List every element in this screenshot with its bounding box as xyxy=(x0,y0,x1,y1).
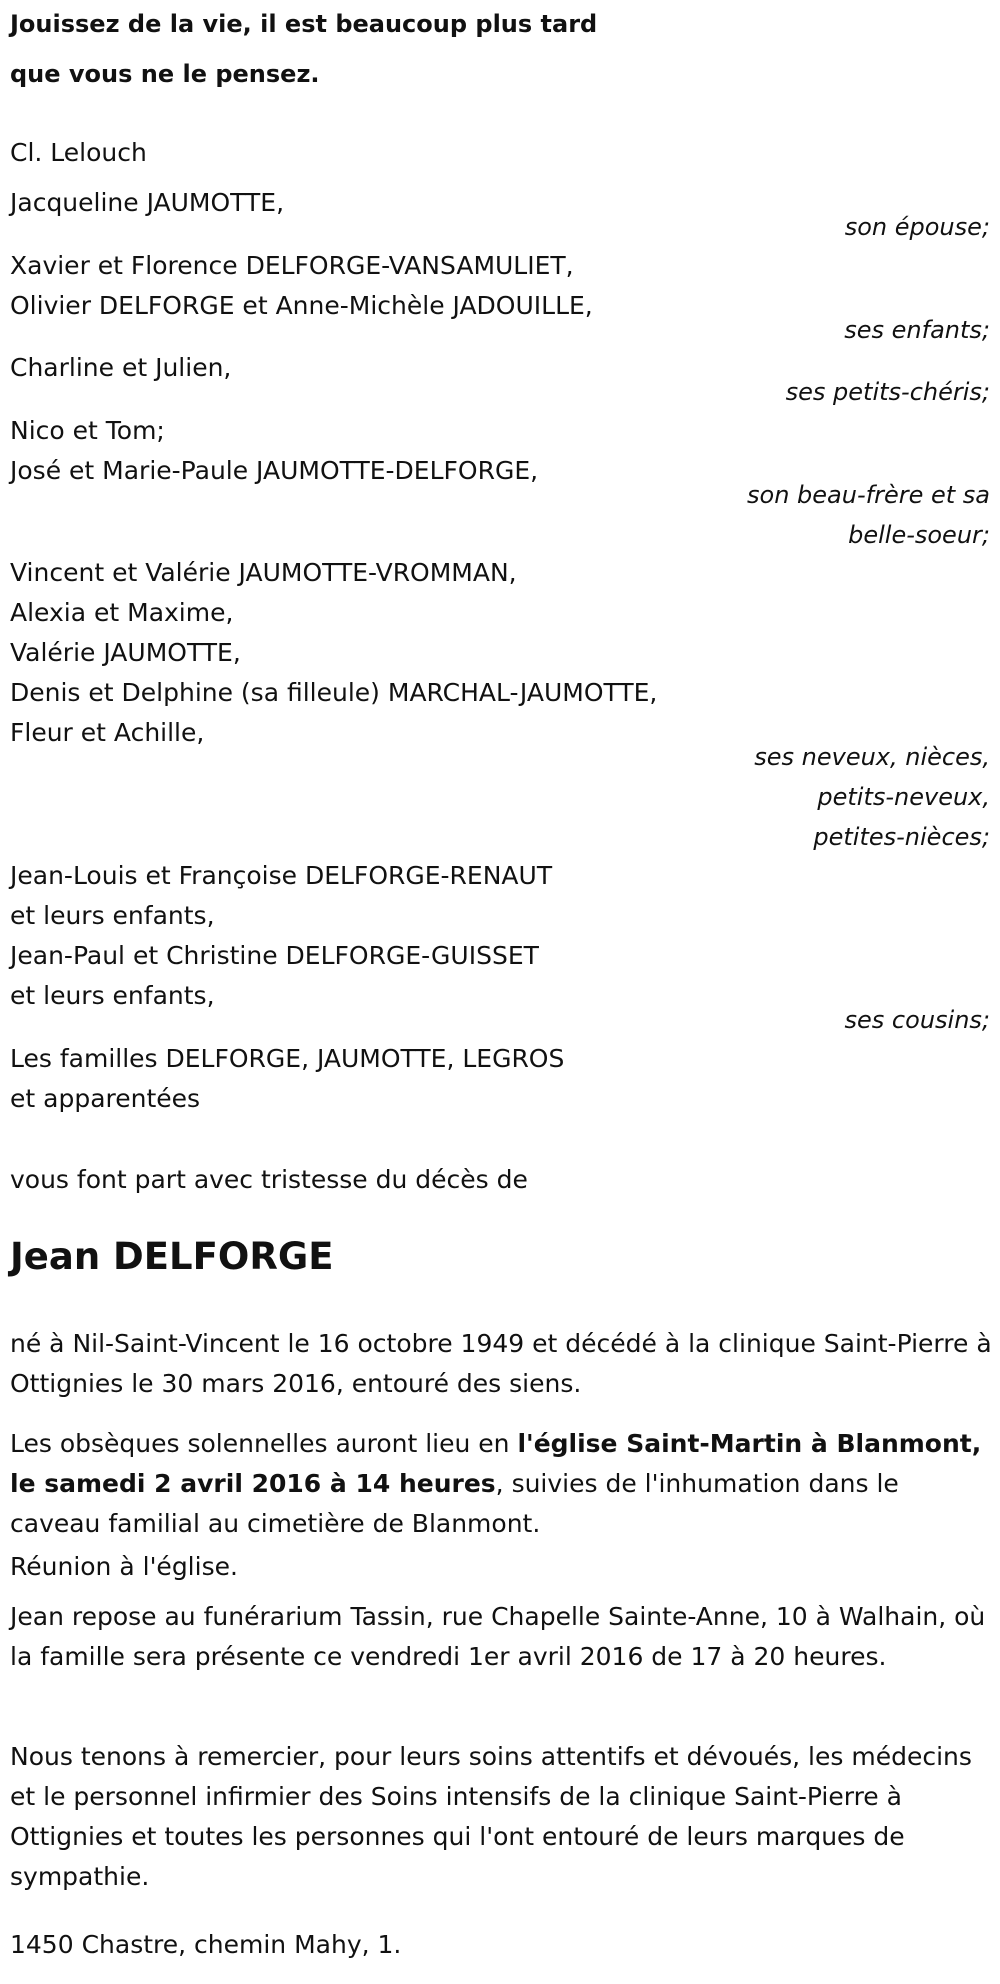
nephews-line-5: Fleur et Achille, xyxy=(10,718,205,747)
families-line-2: et apparentées xyxy=(10,1084,201,1113)
nephews-line-4: Denis et Delphine (sa filleule) MARCHAL-JAUMOTTE, xyxy=(10,678,658,707)
grandchildren-name: Charline et Julien, xyxy=(10,353,232,382)
children-line-2: Olivier DELFORGE et Anne-Michèle JADOUILLE, xyxy=(10,291,593,320)
children-line-1: Xavier et Florence DELFORGE-VANSAMULIET, xyxy=(10,251,574,280)
nephews-role-line-1: ses neveux, nièces, xyxy=(754,743,990,771)
thanks-paragraph: Nous tenons à remercier, pour leurs soins attentifs et dévoués, les médecins et le personnel infirmier des Soins intensifs de la clinique Saint-Pierre à Ottignies et toutes les personnes qui l'ont entouré de leurs marques de sympathie. xyxy=(10,1742,972,1891)
spouse-name: Jacqueline JAUMOTTE, xyxy=(10,188,285,217)
nephews-role-line-3: petites-nièces; xyxy=(813,823,990,851)
funeral-prefix: Les obsèques solennelles auront lieu en xyxy=(10,1429,518,1458)
funeral-location-date: l'église Saint-Martin à Blanmont, le samedi 2 avril 2016 à 14 heures xyxy=(10,1429,982,1498)
nico-tom: Nico et Tom; xyxy=(10,416,165,445)
nephews-line-1: Vincent et Valérie JAUMOTTE-VROMMAN, xyxy=(10,558,517,587)
address: 1450 Chastre, chemin Mahy, 1. xyxy=(10,1930,402,1959)
cousins-line-1: Jean-Louis et Françoise DELFORGE-RENAUT xyxy=(10,861,553,890)
inlaws-role-line-2: belle-soeur; xyxy=(848,521,990,549)
families-line-1: Les familles DELFORGE, JAUMOTTE, LEGROS xyxy=(10,1044,565,1073)
cousins-line-3: Jean-Paul et Christine DELFORGE-GUISSET xyxy=(10,941,539,970)
quote-line-2: que vous ne le pensez. xyxy=(10,60,320,88)
reunion-paragraph: Réunion à l'église. xyxy=(10,1552,238,1581)
nephews-line-2: Alexia et Maxime, xyxy=(10,598,234,627)
nephews-role-line-2: petits-neveux, xyxy=(817,783,990,811)
grandchildren-role: ses petits-chéris; xyxy=(785,378,990,406)
quote-author: Cl. Lelouch xyxy=(10,138,147,167)
nephews-line-3: Valérie JAUMOTTE, xyxy=(10,638,241,667)
deceased-name: Jean DELFORGE xyxy=(10,1235,334,1278)
funeral-suffix: , suivies de l'inhumation dans le caveau familial au cimetière de Blanmont. xyxy=(10,1469,899,1538)
funeral-paragraph xyxy=(10,1424,995,1544)
cousins-line-2: et leurs enfants, xyxy=(10,901,215,930)
quote-line-1: Jouissez de la vie, il est beaucoup plus tard xyxy=(10,10,598,38)
announcement-intro: vous font part avec tristesse du décès de xyxy=(10,1165,528,1194)
inlaws-role-line-1: son beau-frère et sa xyxy=(747,481,990,509)
cousins-line-4: et leurs enfants, xyxy=(10,981,215,1010)
cousins-role: ses cousins; xyxy=(844,1006,990,1034)
spouse-role: son épouse; xyxy=(844,213,990,241)
birth-death-paragraph: né à Nil-Saint-Vincent le 16 octobre 1949 et décédé à la clinique Saint-Pierre à Ottignies le 30 mars 2016, entouré des siens. xyxy=(10,1329,992,1398)
inlaws-name: José et Marie-Paule JAUMOTTE-DELFORGE, xyxy=(10,456,539,485)
repose-paragraph: Jean repose au funérarium Tassin, rue Chapelle Sainte-Anne, 10 à Walhain, où la famille sera présente ce vendredi 1er avril 2016 de 17 à 20 heures. xyxy=(10,1602,986,1671)
children-role: ses enfants; xyxy=(844,316,990,344)
